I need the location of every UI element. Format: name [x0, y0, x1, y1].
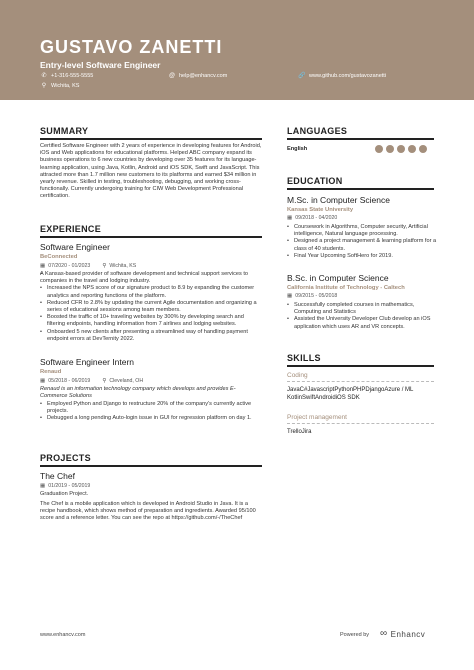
location-text: Wichita, KS [51, 83, 80, 89]
enhancv-logo-icon: ∞ [380, 628, 388, 639]
job-bullet: • Increased the NPS score of our signature product to 8.9 by expanding the customer analytics and reporting functions of the platform. [40, 285, 262, 299]
job-dates: 05/2018 - 06/2019 [48, 378, 91, 384]
skill-group-name: Project management [287, 414, 347, 421]
job-bullet: • Reduced CFR to 2.8% by updating the current Agile documentation and organizing a series of educational sessions among team members. [40, 300, 262, 314]
email-contact[interactable] [168, 72, 227, 80]
skills-heading: SKILLS [287, 353, 321, 363]
footer-powered-by: Powered by [340, 632, 370, 638]
education-bullets [287, 302, 437, 331]
education-bullet: • Final Year Upcoming SoftHero for 2019. [287, 253, 437, 260]
job-bullets [40, 401, 262, 423]
degree-title: B.Sc. in Computer Science [287, 273, 389, 283]
footer-website[interactable]: www.enhancv.com [40, 632, 86, 638]
school-name: Kansas State University [287, 207, 354, 213]
candidate-name: GUSTAVO ZANETTI [40, 37, 223, 57]
education-heading: EDUCATION [287, 176, 343, 186]
job-meta [40, 263, 136, 270]
phone-contact [40, 72, 93, 80]
education-dates: 09/2018 - 04/2020 [295, 215, 338, 221]
candidate-title: Entry-level Software Engineer [40, 60, 161, 70]
skill-group-name: Coding [287, 372, 308, 379]
calendar-icon: ▦ [287, 293, 293, 299]
education-bullet: • Assisted the University Developer Club develop an iOS application which uses AR and VR concepts. [287, 316, 437, 330]
github-link[interactable]: www.github.com/gustavozanetti [309, 73, 387, 79]
skill-group-items: TrelloJira [287, 429, 312, 435]
project-subtitle: Graduation Project. [40, 491, 89, 497]
footer-brand[interactable] [380, 630, 425, 638]
location-pin-icon: ⚲ [41, 83, 47, 89]
job-dates: 07/2020 - 01/2023 [48, 263, 91, 269]
calendar-icon: ▦ [40, 483, 46, 489]
job-company: Renaud [40, 369, 62, 375]
level-dot [419, 145, 427, 153]
skill-group-divider [287, 381, 434, 382]
link-icon: 🔗 [298, 73, 306, 79]
skill-group-items: JavaC#JavascriptPythonPHPDjangoAzure / ML KotlinSwiftAndroidiOS SDK [287, 387, 414, 401]
project-dates: 01/2019 - 05/2019 [48, 483, 91, 489]
email-text[interactable]: help@enhancv.com [179, 73, 228, 79]
projects-rule [40, 465, 262, 467]
job-bullet: • Employed Python and Django to restructure 20% of the company's currently active projects. [40, 401, 262, 415]
job-company: BeConnected [40, 254, 78, 260]
summary-text: Certified Software Engineer with 2 years of experience in developing features for Android, iOS and Web applications for educational platforms. Helped ABC company expand its business operations to 6 new countries by developing over 35 features for its language-learning application, using Java, Kotlin, Android and iOS SDK, Swift and JavaScript. This attracted more than 1.7 million new customers to its platforms and earned $34 million in yearly revenue. Skilled in testing, troubleshooting, debugging, and working cross-functionally. Currently undergoing training for CIW Web Development Professional certification. [40, 143, 262, 200]
project-title: The Chef [40, 471, 75, 481]
job-bullet: • Boosted the traffic of 10+ traveling websites by 300% by developing search and filtering endpoints, handling information from 7 airlines and lodging websites. [40, 314, 262, 328]
footer-brand-name: Enhancv [390, 629, 426, 639]
location-contact [40, 82, 79, 90]
education-dates: 09/2015 - 05/2018 [295, 293, 338, 299]
calendar-icon: ▦ [40, 263, 46, 269]
job-title: Software Engineer Intern [40, 357, 135, 367]
experience-heading: EXPERIENCE [40, 224, 102, 234]
summary-heading: SUMMARY [40, 126, 89, 136]
calendar-icon: ▦ [287, 215, 293, 221]
languages-rule [287, 138, 434, 140]
job-meta [40, 378, 143, 385]
education-bullet: • Designed a project management & learning platform for a class of 40 students. [287, 238, 437, 252]
location-pin-icon: ⚲ [102, 263, 107, 269]
level-dot [386, 145, 394, 153]
job-location: Cleveland, OH [109, 378, 144, 384]
experience-rule [40, 236, 262, 238]
at-icon: @ [168, 73, 176, 79]
phone-text: +1-316-555-5555 [51, 73, 94, 79]
summary-rule [40, 138, 262, 140]
projects-heading: PROJECTS [40, 453, 91, 463]
calendar-icon: ▦ [40, 378, 46, 384]
school-name: California Institute of Technology - Caltech [287, 285, 405, 291]
project-meta [40, 483, 90, 490]
level-dot [397, 145, 405, 153]
phone-icon: ✆ [41, 73, 47, 79]
skills-rule [287, 365, 434, 367]
language-name: English [287, 146, 308, 152]
job-title: Software Engineer [40, 242, 110, 252]
skill-group-divider [287, 423, 434, 424]
job-company-description: Renaud is an information technology company which develops and provides E-Commerce Solutions [40, 386, 236, 400]
education-rule [287, 188, 434, 190]
education-meta [287, 215, 337, 222]
education-meta [287, 293, 337, 300]
job-bullets [40, 271, 262, 343]
level-dot [408, 145, 416, 153]
project-text: The Chef is a mobile application which is developed in Android Studio in Java. It is a recipe handbook, which shows method of preparation and ingredients. Awarded 95/100 score and a reference letter. You can see the repo at https://github.com/-/TheChef [40, 501, 256, 522]
job-description: • A Kansas-based provider of software development and technical support services to companies in the travel and lodging industry. [40, 271, 262, 285]
education-bullet: • Successfully completed courses in mathematics, Computing and Statistics [287, 302, 437, 316]
languages-heading: LANGUAGES [287, 126, 348, 136]
language-level-dots [372, 145, 427, 153]
job-bullet: • Onboarded 5 new clients after presenting a streamlined way of handling payment endpoint errors at DevTernity 2022. [40, 329, 262, 343]
resume-header [0, 0, 474, 100]
job-bullet: • Debugged a long pending Auto-login issue in GUI for regression platform on day 1. [40, 415, 262, 422]
education-bullet: • Coursework in Algorithms, Computer security, Artificial intelligence, Natural language processing. [287, 224, 437, 238]
github-contact[interactable] [298, 72, 386, 80]
location-pin-icon: ⚲ [102, 378, 107, 384]
level-dot [375, 145, 383, 153]
job-location: Wichita, KS [109, 263, 137, 269]
education-bullets [287, 224, 437, 260]
degree-title: M.Sc. in Computer Science [287, 195, 390, 205]
